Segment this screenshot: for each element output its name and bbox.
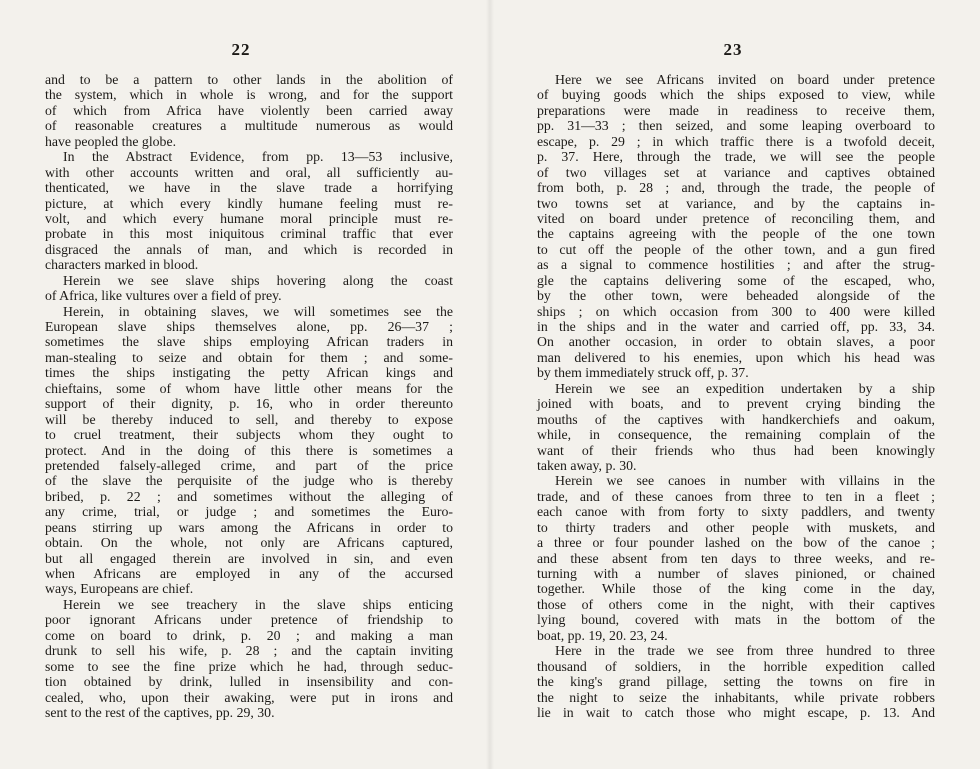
text-line: Here we see Africans invited on board under pretence (555, 72, 935, 87)
text-line: drunk to sell his wife, p. 28 ; and the captain inviting (45, 643, 453, 659)
text-line: protect. And in the doing of this there is sometimes a (45, 442, 453, 458)
text-line: lie in wait to catch those who might escape, p. 13. And (537, 704, 935, 720)
page-number-left: 22 (231, 40, 251, 59)
text-line: want of their friends who thus had been knowingly (537, 442, 935, 458)
text-line: Herein we see an expedition undertaken by a ship (555, 380, 935, 396)
text-line: a three or four pounder lashed on the bow of the canoe ; (537, 535, 935, 551)
right-page-text (537, 72, 935, 720)
text-line: thousand of soldiers, in the horrible expedition called (537, 658, 935, 674)
text-line: Herein, in obtaining slaves, we will sometimes see the (63, 303, 453, 319)
text-line: the night to seize the inhabitants, while private robbers (537, 689, 935, 705)
text-line: man delivered to his enemies, upon which his head was (537, 349, 935, 365)
text-line: of which from Africa have violently been carried away (45, 102, 453, 118)
text-line: two towns set at variance, and by the captains in- (537, 195, 935, 211)
text-line: by the other town, were beheaded alongside of the (537, 288, 935, 304)
text-line: Herein we see treachery in the slave ships enticing (63, 596, 453, 612)
text-line: thenticated, we have in the slave trade a horrifying (45, 180, 453, 196)
text-line: Herein we see slave ships hovering along the coast (63, 272, 453, 288)
text-line: of the slave the perquisite of the judge who is thereby (45, 473, 453, 489)
text-line: and these absent from ten days to three weeks, and re- (537, 550, 935, 566)
text-line: and to be a pattern to other lands in the abolition of (45, 72, 453, 87)
text-line: volt, and which every humane moral principle must re- (45, 210, 453, 226)
text-line: the captains agreeing with the people of the one town (537, 226, 935, 242)
text-line: of two villages set at variance and captives obtained (537, 164, 935, 180)
text-line: some to see the fine prize which he had, through seduc- (45, 658, 453, 674)
text-line: On another occasion, in order to obtain slaves, a poor (537, 334, 935, 350)
text-line: those of others come in the night, with their captives (537, 596, 935, 612)
text-line: of reasonable creatures a multitude numerous as would (45, 118, 453, 134)
text-line: chieftains, some of whom have little other means for the (45, 380, 453, 396)
text-line: to cut off the people of the other town, and a gun fired (537, 241, 935, 257)
text-line: of buying goods which the ships exposed to view, while (537, 87, 935, 103)
text-line: when Africans are employed in any of the accursed (45, 566, 453, 581)
text-line: pretended falsely-alleged crime, and part of the price (45, 457, 453, 473)
text-line: sometimes the slave ships employing African traders in (45, 334, 453, 350)
text-line: the system, which in whole is wrong, and for the support (45, 87, 453, 103)
text-line: man-stealing to seize and obtain for them ; and some- (45, 349, 453, 365)
text-line: p. 37. Here, through the trade, we will see the people (537, 149, 935, 165)
text-line: picture, at which every kindly humane feeling must re- (45, 195, 453, 211)
text-line: cealed, who, upon their awaking, were put in irons and (45, 689, 453, 705)
text-line: Herein we see canoes in number with villains in the (555, 473, 935, 489)
text-line: will be thereby induced to sell, and thereby to expose (45, 411, 453, 427)
text-line: sent to the rest of the captives, pp. 29, 30. (45, 704, 275, 720)
text-line: from both, p. 28 ; and, through the trade, the people of (537, 180, 935, 196)
text-line: pp. 31—33 ; then seized, and some leaping overboard to (537, 118, 935, 134)
text-line: escape, p. 29 ; in which traffic there is a twofold deceit, (537, 133, 935, 149)
text-line: support of their dignity, p. 16, who in order thereunto (45, 396, 453, 412)
text-line: trade, and of these canoes from three to ten in a fleet ; (537, 488, 935, 504)
left-page-text (45, 72, 453, 720)
text-line: ways, Europeans are chief. (45, 581, 194, 597)
text-line: tion obtained by drink, lulled in insensibility and con- (45, 674, 453, 690)
page-number-right: 23 (723, 40, 743, 59)
text-line: turning with a number of slaves pinioned, or chained (537, 566, 935, 581)
text-line: bribed, p. 22 ; and sometimes without the alleging of (45, 488, 453, 504)
text-line: to cruel treatment, their subjects whom they ought to (45, 427, 453, 443)
right-page (490, 0, 980, 769)
text-line: in the ships and in the water and carried off, pp. 33, 34. (537, 319, 935, 334)
text-line: lying bound, covered with mats in the bottom of the (537, 612, 935, 628)
text-line: boat, pp. 19, 20. 23, 24. (537, 627, 668, 643)
text-line: characters marked in blood. (45, 257, 199, 273)
text-line: preparations were made in readiness to receive them, (537, 102, 935, 118)
text-line: European slave ships themselves alone, pp. 26—37 ; (45, 319, 453, 334)
text-line: come on board to drink, p. 20 ; and making a man (45, 627, 453, 643)
text-line: together. While those of the king come in the day, (537, 581, 935, 597)
text-line: while, in consequence, the remaining complain of the (537, 427, 935, 443)
text-line: peans stirring up wars among the Africans in order to (45, 519, 453, 535)
text-line: to thirty traders and other people with muskets, and (537, 519, 935, 535)
text-line: have peopled the globe. (45, 133, 177, 149)
text-line: each canoe with from forty to sixty paddlers, and twenty (537, 504, 935, 520)
text-line: the king's grand pillage, setting the towns on fire in (537, 674, 935, 690)
text-line: any crime, trial, or judge ; and sometimes the Euro- (45, 504, 453, 520)
text-line: probate in this most iniquitous criminal traffic that ever (45, 226, 453, 242)
text-line: times the ships instigating the petty African kings and (45, 365, 453, 381)
text-line: vited on board under pretence of reconciling them, and (537, 210, 935, 226)
text-line: with other accounts written and oral, all sufficiently au- (45, 164, 453, 180)
text-line: taken away, p. 30. (537, 457, 637, 473)
text-line: as a signal to commence hostilities ; and after the strug- (537, 257, 935, 273)
text-line: disgraced the annals of man, and which is recorded in (45, 241, 453, 257)
text-line: of Africa, like vultures over a field of prey. (45, 288, 282, 304)
text-line: Here in the trade we see from three hundred to three (555, 643, 935, 659)
text-line: joined with boats, and to prevent crying binding the (537, 396, 935, 412)
text-line: but all engaged therein are involved in sin, and even (45, 550, 453, 566)
text-line: ships ; on which occasion from 300 to 400 were killed (537, 303, 935, 319)
text-line: by them immediately struck off, p. 37. (537, 365, 749, 381)
text-line: mouths of the captives with handkerchiefs and oakum, (537, 411, 935, 427)
text-line: obtain. On the whole, not only are Africans captured, (45, 535, 453, 551)
text-line: poor ignorant Africans under pretence of friendship to (45, 612, 453, 628)
text-line: gle the captains delivering some of the escaped, who, (537, 272, 935, 288)
text-line: In the Abstract Evidence, from pp. 13—53 inclusive, (63, 149, 453, 165)
